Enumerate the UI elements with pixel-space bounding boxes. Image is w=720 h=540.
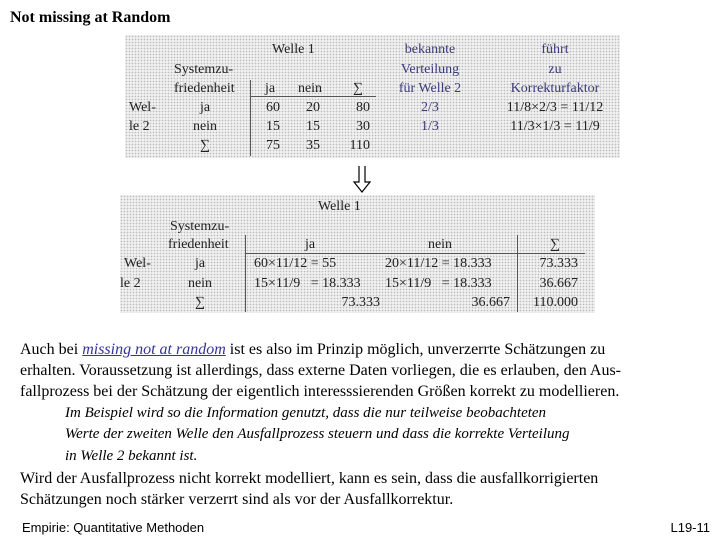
table2-welle2-label: le 2 [120,276,141,291]
known-distribution-label: bekannte [404,42,456,57]
footer-course-title: Empirie: Quantitative Methoden [22,520,205,535]
table2-col-sum: ∑ [550,237,560,252]
correction-factor-value: 11/3×1/3 = 11/9 [510,119,600,134]
table1-cell: 30 [356,119,370,134]
table1-cell: 60 [266,100,280,115]
table2-cell: 60×11/12 = 55 [254,256,337,271]
table1-welle1-header: Welle 1 [272,42,315,57]
table2-cell: 73.333 [341,295,380,310]
missing-not-at-random-term: missing not at random [82,341,226,358]
known-distribution-value: 1/3 [421,119,439,134]
example-line: Werte der zweiten Welle den Ausfallprozess steuern und dass die korrekte Verteilung [65,426,570,442]
table1-col-ja: ja [264,81,276,96]
paragraph-line: fallprozess bei der Schätzung der eigentlich interesssierenden Größen korrekt zu modellieren. [20,383,620,400]
table1-cell: 15 [306,119,320,134]
page-title: Not missing at Random [10,9,171,26]
table1-welle2-label: le 2 [129,119,150,134]
table2-cell: 36.667 [539,276,578,291]
table1-row-ja: ja [199,100,211,115]
known-distribution-value: 2/3 [421,100,439,115]
table1-cell: 20 [306,100,320,115]
table2-sum-divider [517,235,518,312]
paragraph-line: Schätzungen noch stärker verzerrt sind als vor der Ausfallkorrektur. [20,491,454,508]
correction-factor-label: Korrekturfaktor [510,81,600,96]
table2-header-rule [245,253,585,254]
table2-row-nein: nein [187,276,213,291]
example-line: Im Beispiel wird so die Information genutzt, dass die nur teilweise beobachteten [65,405,547,421]
table1-systemzufriedenheit-label: friedenheit [174,81,235,96]
known-distribution-label: Verteilung [400,62,460,77]
table1-cell: 35 [306,138,320,153]
table2-cell: 20×11/12 = 18.333 [385,256,492,271]
example-line: in Welle 2 bekannt ist. [65,448,198,464]
footer-page-number: L19-11 [670,520,710,535]
paragraph-line: Wird der Ausfallprozess nicht korrekt modelliert, kann es sein, dass die ausfallkorrigierten [20,470,599,487]
table1-cell: 15 [266,119,280,134]
paragraph-line: Auch bei missing not at random ist es also im Prinzip möglich, unverzerrte Schätzungen zu [20,341,606,358]
table1-welle2-label: Wel- [129,100,156,115]
table2-col-nein: nein [427,237,453,252]
table1-header-rule [250,96,376,97]
table2-systemzufriedenheit-label: Systemzu- [170,219,230,234]
table2-cell: 15×11/9 = 18.333 [254,276,361,291]
table1-row-nein: nein [192,119,218,134]
table2-col-ja: ja [304,237,316,252]
known-distribution-label: für Welle 2 [398,81,462,96]
correction-factor-label: führt [541,42,569,57]
correction-factor-label: zu [548,62,562,77]
down-arrow-icon [352,165,372,193]
table2-cell: 36.667 [471,295,510,310]
correction-factor-value: 11/8×2/3 = 11/12 [506,100,604,115]
table2-welle1-header: Welle 1 [318,199,361,214]
table2-row-divider [245,235,246,312]
table1-systemzufriedenheit-label: Systemzu- [174,62,234,77]
table2-cell: 15×11/9 = 18.333 [385,276,492,291]
table1-row-sum: ∑ [200,138,210,153]
paragraph-line: erhalten. Voraussetzung ist allerdings, dass externe Daten vorliegen, die es erlauben, den Aus- [20,362,622,379]
table2-cell: 110.000 [533,295,578,310]
table2-cell: 73.333 [539,256,578,271]
table1-cell: 75 [266,138,280,153]
table1-cell: 80 [356,100,370,115]
table1-col-sum: ∑ [353,81,363,96]
table2-row-ja: ja [194,256,206,271]
table2-row-sum: ∑ [195,295,205,310]
table2-systemzufriedenheit-label: friedenheit [168,237,229,252]
table1-cell: 110 [349,138,370,153]
table1-col-nein: nein [297,81,323,96]
table2-welle2-label: Wel- [124,256,151,271]
